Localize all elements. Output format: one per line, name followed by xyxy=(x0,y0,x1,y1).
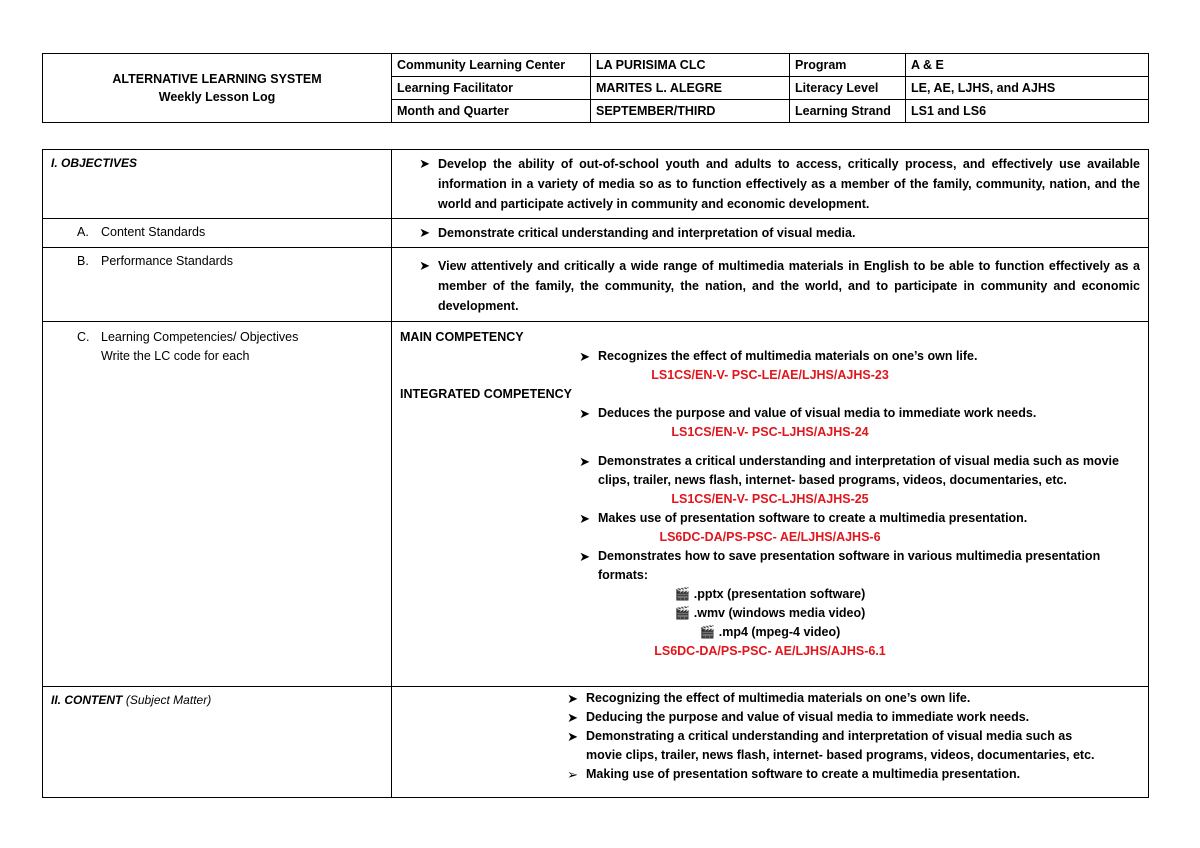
content-row xyxy=(43,687,1149,798)
arrowhead-bullet-icon: ➤ xyxy=(579,349,590,364)
arrowhead-bullet-icon: ➤ xyxy=(579,454,590,469)
header-value: A & E xyxy=(906,54,1149,77)
content-item: Making use of presentation software to create a multimedia presentation. xyxy=(586,767,1021,781)
lc-code: LS6DC-DA/PS-PSC- AE/LJHS/AJHS-6.1 xyxy=(654,644,886,658)
objectives-text: Develop the ability of out-of-school youth and adults to access, critically process, and effectively use available information in a variety of media so as to function effectively as a member of the family, community, nation, and the world and participate actively in community and economic development. xyxy=(438,157,1140,211)
row-label: Content Standards xyxy=(101,225,206,239)
clapperboard-icon: 🎬 xyxy=(674,587,691,601)
performance-standards-label-cell xyxy=(43,248,392,322)
main-competency-heading: MAIN COMPETENCY xyxy=(400,330,524,344)
format-item: 🎬 .mp4 (mpeg-4 video) xyxy=(699,625,841,639)
competency-text: Deduces the purpose and value of visual media to immediate work needs. xyxy=(598,406,1037,420)
arrowhead-bullet-icon: ➤ xyxy=(579,406,590,421)
row-label: Performance Standards xyxy=(101,254,234,268)
arrowhead-bullet-icon: ➤ xyxy=(419,258,430,273)
system-title: ALTERNATIVE LEARNING SYSTEM xyxy=(112,72,322,86)
content-standards-value-cell xyxy=(392,219,1149,248)
header-value: LA PURISIMA CLC xyxy=(591,54,790,77)
header-label: Learning Facilitator xyxy=(392,77,591,100)
row-letter: C. xyxy=(77,330,90,344)
row-letter: A. xyxy=(77,225,89,239)
competency-text: Demonstrates a critical understanding and interpretation of visual media such as movie clips, trailer, news flash, internet- based programs, videos, documentaries, etc. xyxy=(598,454,1119,487)
content-label-cell xyxy=(43,687,392,798)
arrowhead-bullet-icon: ➢ xyxy=(567,767,578,782)
performance-standards-value-cell xyxy=(392,248,1149,322)
content-item: Deducing the purpose and value of visual media to immediate work needs. xyxy=(586,710,1030,724)
lesson-log-table xyxy=(42,149,1149,798)
competencies-row xyxy=(43,322,1149,687)
competencies-label-cell xyxy=(43,322,392,687)
competency-text: Makes use of presentation software to create a multimedia presentation. xyxy=(598,511,1028,525)
performance-standards-text: View attentively and critically a wide range of multimedia materials in English to be able to function effectively as a member of the family, the community, the nation, and the world, and to participate in community and economic development. xyxy=(438,259,1140,313)
competencies-value-cell xyxy=(392,322,1149,687)
lc-code: LS6DC-DA/PS-PSC- AE/LJHS/AJHS-6 xyxy=(659,530,881,544)
main-competency-text: Recognizes the effect of multimedia materials on one’s own life. xyxy=(598,349,978,363)
integrated-competency-heading: INTEGRATED COMPETENCY xyxy=(400,387,572,401)
arrowhead-bullet-icon: ➤ xyxy=(419,156,430,171)
arrowhead-bullet-icon: ➤ xyxy=(419,225,430,240)
header-title-cell xyxy=(43,54,392,123)
log-title: Weekly Lesson Log xyxy=(158,90,276,104)
performance-standards-row xyxy=(43,248,1149,322)
content-heading-note: (Subject Matter) xyxy=(125,693,212,707)
objectives-value-cell xyxy=(392,150,1149,219)
header-label: Month and Quarter xyxy=(392,100,591,123)
content-standards-label-cell xyxy=(43,219,392,248)
objectives-label-cell xyxy=(43,150,392,219)
lc-code: LS1CS/EN-V- PSC-LJHS/AJHS-24 xyxy=(671,425,869,439)
objectives-row xyxy=(43,150,1149,219)
row-label: Learning Competencies/ Objectives xyxy=(101,330,299,344)
content-value-cell xyxy=(392,687,1149,798)
format-item: 🎬 .pptx (presentation software) xyxy=(674,587,866,601)
arrowhead-bullet-icon: ➤ xyxy=(579,511,590,526)
header-value: SEPTEMBER/THIRD xyxy=(591,100,790,123)
content-standards-text: Demonstrate critical understanding and interpretation of visual media. xyxy=(438,226,856,240)
clapperboard-icon: 🎬 xyxy=(699,625,716,639)
clapperboard-icon: 🎬 xyxy=(674,606,691,620)
content-item: Recognizing the effect of multimedia materials on one’s own life. xyxy=(586,691,971,705)
header-label: Program xyxy=(790,54,906,77)
competency-text: Demonstrates how to save presentation software in various multimedia presentation formats: xyxy=(598,549,1101,582)
header-label: Community Learning Center xyxy=(392,54,591,77)
header-value: MARITES L. ALEGRE xyxy=(591,77,790,100)
content-standards-row xyxy=(43,219,1149,248)
header-label: Literacy Level xyxy=(790,77,906,100)
arrowhead-bullet-icon: ➤ xyxy=(579,549,590,564)
format-item: 🎬 .wmv (windows media video) xyxy=(674,606,866,620)
row-letter: B. xyxy=(77,254,89,268)
header-value: LS1 and LS6 xyxy=(906,100,1149,123)
arrowhead-bullet-icon: ➤ xyxy=(567,710,578,725)
header-table xyxy=(42,53,1149,123)
lc-code: LS1CS/EN-V- PSC-LE/AE/LJHS/AJHS-23 xyxy=(651,368,889,382)
header-value: LE, AE, LJHS, and AJHS xyxy=(906,77,1149,100)
header-label: Learning Strand xyxy=(790,100,906,123)
lc-code: LS1CS/EN-V- PSC-LJHS/AJHS-25 xyxy=(671,492,869,506)
arrowhead-bullet-icon: ➤ xyxy=(567,691,578,706)
content-item: Demonstrating a critical understanding and interpretation of visual media such as movie clips, trailer, news flash, internet- based programs, videos, documentaries, etc. xyxy=(586,729,1095,762)
competencies-note: Write the LC code for each xyxy=(101,349,250,363)
arrowhead-bullet-icon: ➤ xyxy=(567,729,578,744)
objectives-heading: I. OBJECTIVES xyxy=(51,156,138,170)
content-heading: II. CONTENT xyxy=(51,693,123,707)
